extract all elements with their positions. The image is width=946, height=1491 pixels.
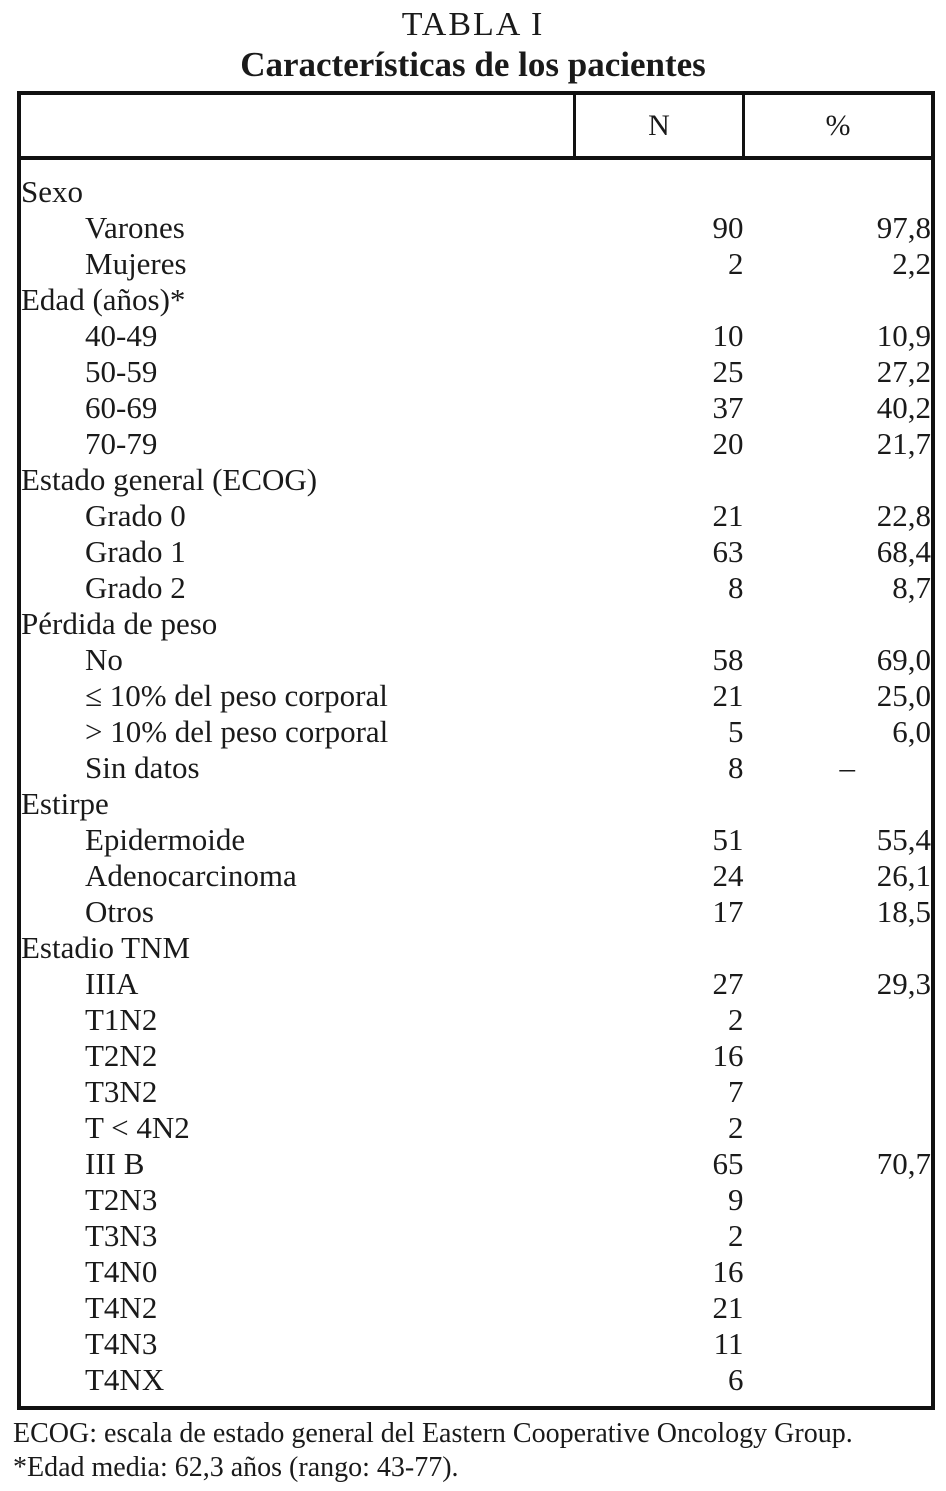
row-n-value: 16 xyxy=(712,1038,744,1073)
row-n-value: 6 xyxy=(728,1362,744,1397)
row-n-value: 27 xyxy=(712,966,744,1001)
row-label: III B xyxy=(85,1146,145,1181)
row-n-value: 2 xyxy=(728,1110,744,1145)
row-label: ≤ 10% del peso corporal xyxy=(85,678,388,713)
row-percent-value xyxy=(744,786,934,822)
row-percent-value xyxy=(744,1254,934,1290)
row-label: T4NX xyxy=(85,1362,165,1397)
table-row-item xyxy=(19,498,933,534)
table-row-item xyxy=(19,1290,933,1326)
row-n-value: 25 xyxy=(712,354,744,389)
row-label: T4N0 xyxy=(85,1254,158,1289)
table-row-item xyxy=(19,858,933,894)
table-row-item xyxy=(19,714,933,750)
row-label: Adenocarcinoma xyxy=(85,858,297,893)
row-percent-value: 2,2 xyxy=(892,246,931,281)
row-label: Otros xyxy=(85,894,154,929)
row-label: Estado general (ECOG) xyxy=(21,462,318,497)
row-percent-value: 22,8 xyxy=(876,498,931,533)
footnotes xyxy=(13,1417,938,1485)
table-body xyxy=(19,158,933,1408)
row-n-value: 10 xyxy=(712,318,744,353)
row-n-value: 63 xyxy=(712,534,744,569)
row-n-value: 7 xyxy=(728,1074,744,1109)
table-row-category xyxy=(19,606,933,642)
row-label: T4N3 xyxy=(85,1326,158,1361)
row-percent-value xyxy=(744,606,934,642)
row-label: Grado 1 xyxy=(85,534,186,569)
row-percent-value xyxy=(744,1110,934,1146)
table-row-item xyxy=(19,318,933,354)
row-label: Estadio TNM xyxy=(21,930,191,965)
row-percent-value xyxy=(744,462,934,498)
row-label: No xyxy=(85,642,123,677)
row-n-value: 58 xyxy=(712,642,744,677)
row-n-value: 2 xyxy=(728,1218,744,1253)
row-n-value: 8 xyxy=(728,750,744,785)
table-row-item xyxy=(19,1146,933,1182)
row-label: T4N2 xyxy=(85,1290,158,1325)
row-n-value xyxy=(575,282,744,318)
row-percent-value: 6,0 xyxy=(892,714,931,749)
header-cell-n: N xyxy=(575,93,744,158)
row-n-value: 20 xyxy=(712,426,744,461)
row-label: Estirpe xyxy=(21,786,109,821)
table-row-category xyxy=(19,282,933,318)
table-row-item xyxy=(19,1074,933,1110)
row-label: T2N2 xyxy=(85,1038,158,1073)
row-percent-value: 40,2 xyxy=(876,390,931,425)
row-n-value: 16 xyxy=(712,1254,744,1289)
row-percent-value xyxy=(744,930,934,966)
row-percent-value: 27,2 xyxy=(876,354,931,389)
row-percent-value: 26,1 xyxy=(876,858,931,893)
table-row-item xyxy=(19,390,933,426)
row-n-value xyxy=(575,462,744,498)
row-label: T3N3 xyxy=(85,1218,158,1253)
footnote-age: *Edad media: 62,3 años (rango: 43-77). xyxy=(13,1452,459,1483)
row-n-value: 24 xyxy=(712,858,744,893)
row-percent-value: 97,8 xyxy=(876,210,931,245)
row-label: Epidermoide xyxy=(85,822,246,857)
table-header xyxy=(19,93,933,158)
row-label: 50-59 xyxy=(85,354,158,389)
header-row xyxy=(19,93,933,158)
row-label: 40-49 xyxy=(85,318,158,353)
table-row-item xyxy=(19,1362,933,1408)
row-n-value xyxy=(575,606,744,642)
row-n-value xyxy=(575,930,744,966)
row-percent-value xyxy=(744,1074,934,1110)
table-row-item xyxy=(19,1218,933,1254)
table-row-item xyxy=(19,1002,933,1038)
table-row-item xyxy=(19,1110,933,1146)
table-row-item xyxy=(19,570,933,606)
row-percent-value xyxy=(744,1326,934,1362)
row-percent-value xyxy=(744,1218,934,1254)
row-label: T1N2 xyxy=(85,1002,158,1037)
table-row-item xyxy=(19,354,933,390)
row-n-value: 2 xyxy=(728,246,744,281)
row-n-value: 2 xyxy=(728,1002,744,1037)
row-percent-value: 68,4 xyxy=(876,534,931,569)
row-n-value: 8 xyxy=(728,570,744,605)
row-percent-value xyxy=(744,1290,934,1326)
table-row-category xyxy=(19,930,933,966)
table-row-item xyxy=(19,1038,933,1074)
row-n-value: 11 xyxy=(713,1326,744,1361)
row-percent-value xyxy=(744,1038,934,1074)
row-n-value: 65 xyxy=(712,1146,744,1181)
row-percent-value xyxy=(744,158,934,210)
table-row-item xyxy=(19,822,933,858)
row-percent-value: – xyxy=(839,750,855,785)
row-label: T2N3 xyxy=(85,1182,158,1217)
table-row-item xyxy=(19,1182,933,1218)
table-row-category xyxy=(19,462,933,498)
row-n-value: 21 xyxy=(712,678,744,713)
row-label: Pérdida de peso xyxy=(21,606,218,641)
row-n-value xyxy=(575,158,744,210)
row-label: T < 4N2 xyxy=(85,1110,190,1145)
row-n-value: 51 xyxy=(712,822,744,857)
row-n-value xyxy=(575,786,744,822)
table-row-item xyxy=(19,678,933,714)
header-cell-category xyxy=(19,93,575,158)
row-label: T3N2 xyxy=(85,1074,158,1109)
row-n-value: 21 xyxy=(712,498,744,533)
table-row-item xyxy=(19,426,933,462)
row-n-value: 5 xyxy=(728,714,744,749)
row-percent-value: 29,3 xyxy=(876,966,931,1001)
row-label: > 10% del peso corporal xyxy=(85,714,389,749)
row-percent-value: 8,7 xyxy=(892,570,931,605)
table-subtitle: Características de los pacientes xyxy=(240,45,706,84)
header-cell-percent: % xyxy=(744,93,934,158)
row-label: Grado 0 xyxy=(85,498,186,533)
row-n-value: 9 xyxy=(728,1182,744,1217)
row-percent-value: 55,4 xyxy=(876,822,931,857)
row-label: Mujeres xyxy=(85,246,187,281)
row-percent-value: 25,0 xyxy=(876,678,931,713)
row-label: Edad (años)* xyxy=(21,282,186,317)
table-title: TABLA I xyxy=(401,6,545,43)
table-row-category xyxy=(19,158,933,210)
table-row-item xyxy=(19,750,933,786)
row-percent-value xyxy=(744,1362,934,1408)
row-percent-value xyxy=(744,282,934,318)
row-percent-value: 18,5 xyxy=(876,894,931,929)
row-n-value: 17 xyxy=(712,894,744,929)
row-percent-value: 21,7 xyxy=(876,426,931,461)
row-label: Sin datos xyxy=(85,750,200,785)
table-row-category xyxy=(19,786,933,822)
row-label: Sexo xyxy=(21,174,83,209)
row-n-value: 21 xyxy=(712,1290,744,1325)
row-percent-value: 10,9 xyxy=(876,318,931,353)
table-row-item xyxy=(19,894,933,930)
row-percent-value: 70,7 xyxy=(876,1146,931,1181)
row-n-value: 90 xyxy=(712,210,744,245)
table-row-item xyxy=(19,246,933,282)
footnote-ecog: ECOG: escala de estado general del Eastern Cooperative Oncology Group. xyxy=(13,1418,853,1449)
table-row-item xyxy=(19,1254,933,1290)
table-row-item xyxy=(19,534,933,570)
table-row-item xyxy=(19,966,933,1002)
patients-characteristics-table xyxy=(17,91,935,1410)
row-percent-value xyxy=(744,1002,934,1038)
row-label: IIIA xyxy=(85,966,139,1001)
row-label: Grado 2 xyxy=(85,570,186,605)
row-percent-value: 69,0 xyxy=(876,642,931,677)
row-percent-value xyxy=(744,1182,934,1218)
table-row-item xyxy=(19,1326,933,1362)
row-label: 60-69 xyxy=(85,390,158,425)
table-row-item xyxy=(19,642,933,678)
row-label: Varones xyxy=(85,210,185,245)
row-n-value: 37 xyxy=(712,390,744,425)
table-row-item xyxy=(19,210,933,246)
row-label: 70-79 xyxy=(85,426,158,461)
